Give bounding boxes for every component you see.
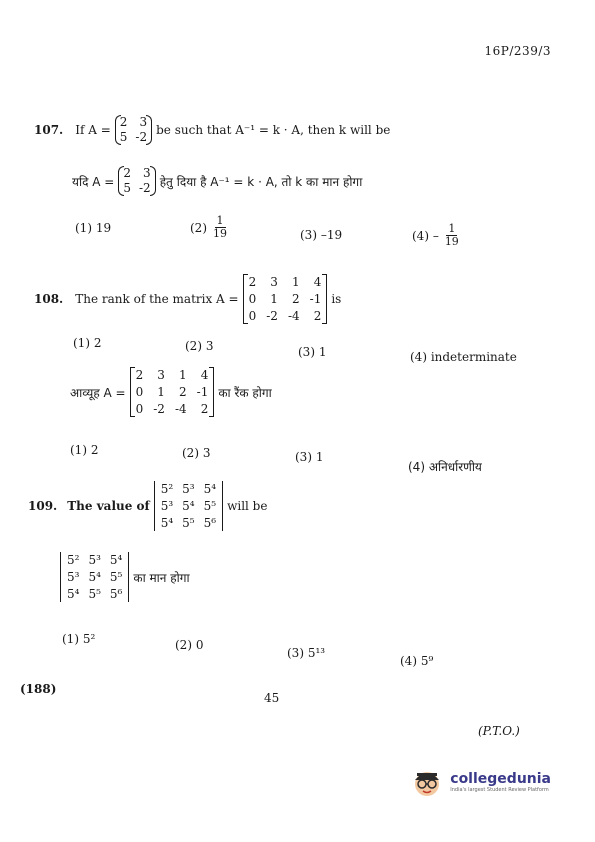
fraction: [443, 223, 461, 248]
det-cell: 5⁵: [182, 516, 195, 530]
option-1: (1) 2: [70, 443, 99, 457]
det-cell: 5²: [160, 482, 174, 496]
page-number: 45: [264, 691, 280, 705]
determinant: [154, 481, 223, 531]
option-4: [412, 223, 461, 248]
question-text: The rank of the matrix A =: [75, 292, 239, 306]
matrix-cell: -2: [266, 309, 278, 323]
matrix-cell: 2: [123, 166, 131, 180]
det-cell: 5⁴: [182, 499, 195, 513]
matrix-A: [115, 115, 152, 145]
matrix-cell: -4: [174, 402, 187, 416]
collegedunia-logo: [409, 764, 551, 800]
det-cell: 5³: [67, 570, 80, 584]
logo-text: [450, 771, 551, 793]
det-cell: 5³: [160, 499, 174, 513]
matrix-cell: -1: [309, 292, 322, 306]
matrix-cell: -2: [138, 181, 151, 195]
fraction-denominator: 19: [444, 235, 459, 248]
question-107-english: [34, 115, 390, 145]
question-text-hindi: का रैंक होगा: [218, 385, 272, 400]
matrix-A: [130, 367, 215, 417]
option-label: (4) –: [412, 228, 439, 243]
question-text: is: [331, 292, 342, 306]
question-108-english: [34, 274, 341, 324]
matrix-cell: 3: [270, 275, 278, 289]
option-3: (3) –19: [300, 228, 343, 242]
option-1: (1) 5²: [62, 632, 96, 646]
det-cell: 5³: [182, 482, 195, 496]
fraction-numerator: 1: [216, 214, 224, 227]
logo-name: collegedunia: [450, 771, 551, 787]
matrix-cell: 2: [179, 385, 187, 399]
matrix-A: [118, 166, 155, 196]
fraction-numerator: 1: [448, 222, 456, 235]
option-1: (1) 2: [73, 336, 102, 350]
matrix-cell: 2: [313, 309, 322, 323]
matrix-cell: 2: [292, 292, 300, 306]
matrix-cell: 5: [119, 130, 128, 144]
option-1: (1) 19: [75, 221, 112, 235]
logo-tagline: India's largest Student Review Platform: [450, 787, 549, 793]
student-mascot-icon: [409, 764, 445, 800]
matrix-cell: 1: [179, 368, 187, 382]
det-cell: 5⁴: [160, 516, 174, 530]
question-text: be such that A⁻¹ = k · A, then k will be: [156, 123, 391, 137]
question-number: 109.: [28, 499, 58, 513]
option-4: (4) अनिर्धारणीय: [408, 460, 482, 474]
matrix-cell: -4: [287, 309, 300, 323]
det-cell: 5⁴: [88, 570, 101, 584]
question-109-hindi: [60, 552, 190, 602]
det-cell: 5⁵: [203, 499, 217, 513]
det-cell: 5⁴: [109, 553, 123, 567]
matrix-cell: -2: [135, 130, 148, 144]
option-label: (2): [190, 220, 207, 235]
question-text: will be: [227, 499, 268, 513]
question-number: 107.: [34, 123, 64, 137]
matrix-cell: 3: [139, 115, 148, 129]
question-text-hindi: यदि A =: [72, 174, 115, 189]
option-4: (4) indeterminate: [410, 350, 517, 364]
det-cell: 5⁵: [88, 587, 101, 601]
question-108-hindi: [70, 367, 272, 417]
matrix-cell: 2: [200, 402, 209, 416]
option-3: (3) 1: [295, 450, 324, 464]
matrix-cell: 1: [270, 292, 278, 306]
matrix-cell: 2: [135, 368, 144, 382]
question-text-hindi: आव्यूह A =: [70, 385, 126, 400]
det-cell: 5⁶: [109, 587, 123, 601]
option-4: (4) 5⁹: [400, 654, 434, 668]
matrix-cell: 0: [135, 385, 144, 399]
matrix-cell: 2: [248, 275, 257, 289]
matrix-cell: -2: [153, 402, 165, 416]
question-text: If A =: [75, 123, 111, 137]
matrix-cell: 4: [313, 275, 322, 289]
matrix-cell: 0: [248, 292, 257, 306]
option-2: (2) 3: [185, 339, 214, 353]
det-cell: 5³: [88, 553, 101, 567]
matrix-cell: 5: [123, 181, 131, 195]
question-number: 108.: [34, 292, 64, 306]
matrix-cell: 3: [143, 166, 151, 180]
matrix-cell: 0: [135, 402, 144, 416]
matrix-cell: 1: [157, 385, 165, 399]
matrix-cell: -1: [196, 385, 209, 399]
det-cell: 5⁵: [109, 570, 123, 584]
fraction: [211, 215, 229, 240]
matrix-cell: 1: [292, 275, 300, 289]
matrix-cell: 2: [119, 115, 128, 129]
option-3: (3) 1: [298, 345, 327, 359]
matrix-cell: 4: [200, 368, 209, 382]
option-3: (3) 5¹³: [287, 646, 326, 660]
question-text: The value of: [67, 499, 150, 513]
matrix-cell: 0: [248, 309, 257, 323]
question-107-hindi: [72, 166, 362, 196]
question-text-hindi: का मान होगा: [133, 570, 190, 585]
option-2: (2) 0: [175, 638, 204, 652]
fraction-denominator: 19: [213, 227, 227, 240]
matrix-A: [243, 274, 328, 324]
determinant: [60, 552, 129, 602]
option-2: [190, 215, 229, 240]
question-109-english: [28, 481, 267, 531]
question-text-hindi: हेतु दिया है A⁻¹ = k · A, तो k का मान होगा: [159, 174, 363, 189]
matrix-cell: 3: [157, 368, 165, 382]
option-2: (2) 3: [182, 446, 211, 460]
booklet-code: (188): [20, 682, 57, 696]
det-cell: 5⁴: [203, 482, 217, 496]
det-cell: 5⁴: [67, 587, 80, 601]
det-cell: 5²: [67, 553, 80, 567]
pto-note: (P.T.O.): [478, 724, 520, 738]
det-cell: 5⁶: [203, 516, 217, 530]
page-code: 16P/239/3: [484, 44, 551, 58]
